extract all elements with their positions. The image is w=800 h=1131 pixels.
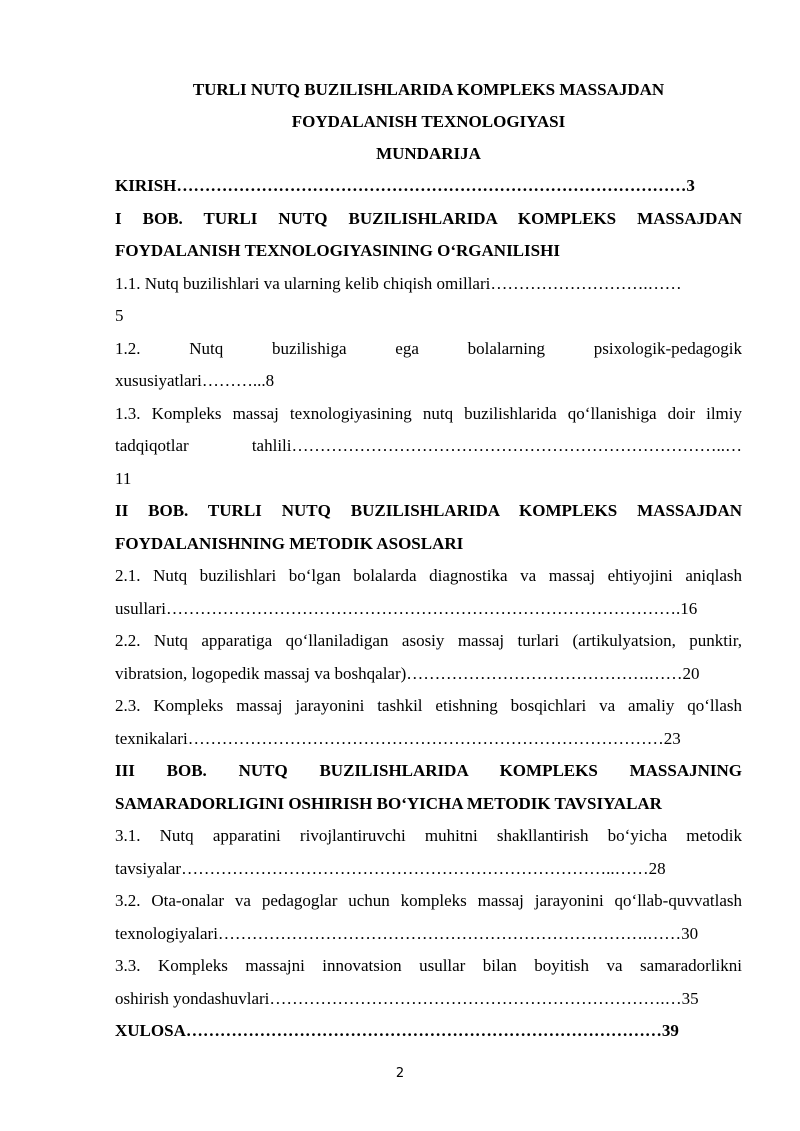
toc-entry-conclusion: XULOSA…………………………………………………………………………39 bbox=[115, 1021, 679, 1040]
toc-section-3-1-line-2: tavsiyalar…………………………………………………………………..……28 bbox=[115, 858, 666, 878]
toc-chapter-1-line-1: I BOB. TURLI NUTQ BUZILISHLARIDA KOMPLEKS MASSAJDAN bbox=[115, 208, 742, 228]
toc-section-1-3-line-3: 11 bbox=[115, 468, 132, 488]
toc-section-1-3-line-2: tadqiqotlar tahlili…………………………………………………………………..… bbox=[115, 436, 742, 455]
toc-section-2-2-line-2: vibratsion, logopedik massaj va boshqalar)…………………………………….……20 bbox=[115, 663, 700, 683]
toc-section-2-3-line-2: texnikalari…………………………………………………………………………23 bbox=[115, 728, 681, 748]
toc-section-1-3-line-1: 1.3. Kompleks massaj texnologiyasining nutq buzilishlarida qo‘llanishiga doir ilmiy bbox=[115, 403, 742, 423]
toc-section-1-2-line-1: 1.2. Nutq buzilishiga ega bolalarning psixologik-pedagogik bbox=[115, 338, 742, 358]
toc-entry-intro: KIRISH………………………………………………………………………………3 bbox=[115, 176, 695, 195]
toc-chapter-3-line-1: III BOB. NUTQ BUZILISHLARIDA KOMPLEKS MASSAJNING bbox=[115, 761, 742, 780]
toc-section-2-1-line-2: usullari……………………………………………………………………………….16 bbox=[115, 598, 698, 618]
contents-heading: MUNDARIJA bbox=[376, 144, 481, 163]
toc-section-3-3-line-1: 3.3. Kompleks massajni innovatsion usullar bilan boyitish va samaradorlikni bbox=[115, 956, 742, 975]
document-title-line-2: FOYDALANISH TEXNOLOGIYASI bbox=[291, 112, 566, 131]
toc-section-1-1-line-1: 1.1. Nutq buzilishlari va ularning kelib chiqish omillari……………………….…… bbox=[115, 273, 682, 293]
toc-section-3-2-line-2: texnologiyalari………………………………………………………………….……30 bbox=[115, 923, 699, 943]
toc-section-3-1-line-1: 3.1. Nutq apparatini rivojlantiruvchi muhitni shakllantirish bo‘yicha metodik bbox=[115, 826, 742, 845]
toc-section-2-1-line-1: 2.1. Nutq buzilishlari bo‘lgan bolalarda diagnostika va massaj ehtiyojini aniqlash bbox=[115, 566, 742, 585]
toc-chapter-1-line-2: FOYDALANISH TEXNOLOGIYASINING O‘RGANILISHI bbox=[115, 241, 560, 260]
toc-chapter-3-line-2: SAMARADORLIGINI OSHIRISH BO‘YICHA METODIK TAVSIYALAR bbox=[115, 793, 662, 813]
toc-section-1-1-line-2: 5 bbox=[115, 306, 124, 325]
page-number: 2 bbox=[395, 1066, 405, 1081]
document-page bbox=[115, 74, 742, 1048]
toc-section-2-2-line-1: 2.2. Nutq apparatiga qo‘llaniladigan asosiy massaj turlari (artikulyatsion, punktir, bbox=[115, 631, 742, 650]
document-title-line-1: TURLI NUTQ BUZILISHLARIDA KOMPLEKS MASSAJDAN bbox=[192, 80, 665, 99]
toc-section-3-2-line-1: 3.2. Ota-onalar va pedagoglar uchun kompleks massaj jarayonini qo‘llab-quvvatlash bbox=[115, 891, 742, 910]
toc-section-1-2-line-2: xususiyatlari………...8 bbox=[115, 371, 275, 390]
toc-chapter-2-line-1: II BOB. TURLI NUTQ BUZILISHLARIDA KOMPLEKS MASSAJDAN bbox=[115, 501, 742, 520]
toc-section-3-3-line-2: oshirish yondashuvlari…………………………………………………………….…35 bbox=[115, 988, 699, 1008]
toc-section-2-3-line-1: 2.3. Kompleks massaj jarayonini tashkil etishning bosqichlari va amaliy qo‘llash bbox=[115, 696, 742, 715]
toc-chapter-2-line-2: FOYDALANISHNING METODIK ASOSLARI bbox=[115, 533, 464, 553]
